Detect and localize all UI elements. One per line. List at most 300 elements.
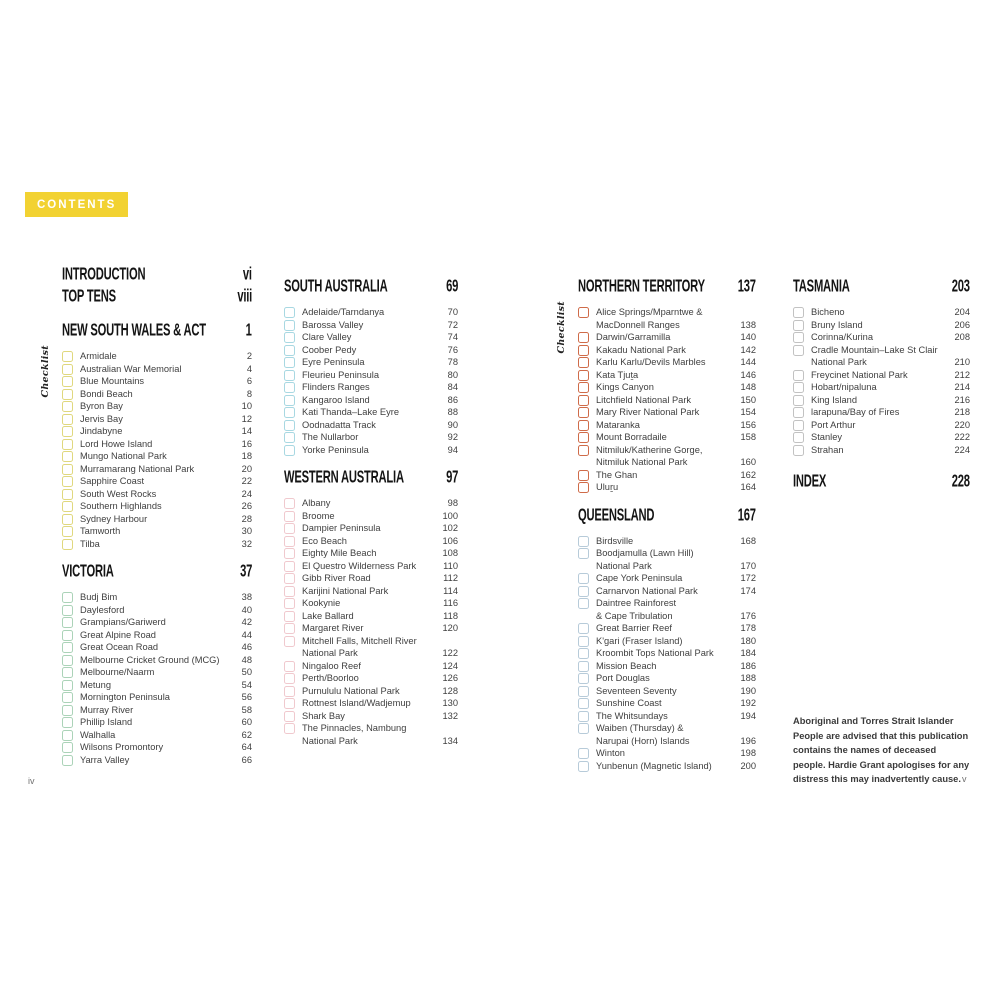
item-page-number: 174 [740,585,756,596]
contents-tab: CONTENTS [25,192,128,217]
toc-column-3 [556,265,756,772]
item-page-number: 66 [241,754,252,765]
item-checkbox[interactable] [284,345,295,356]
cultural-advice-note: Aboriginal and Torres Strait Islander People are advised that this publication contains the names of deceased people. Hardie Grant apologises for any distress this may inadvertently cause. [793,716,970,784]
toc-item-row [62,488,252,501]
item-page-number: 30 [241,526,252,536]
item-checkbox[interactable] [62,389,73,400]
entry-page-number: vi [243,265,252,284]
toc-item-row [284,319,458,332]
toc-item-row [62,704,252,717]
item-page-number: 154 [740,407,756,417]
item-page-number: 16 [241,438,252,449]
item-page-number: 112 [443,573,458,583]
item-checkbox[interactable] [284,523,295,534]
item-label: Sapphire Coast [80,476,145,486]
item-checkbox[interactable] [62,501,73,512]
item-checkbox[interactable] [284,686,295,697]
item-page-number: 98 [447,498,458,508]
item-checkbox[interactable] [793,382,804,393]
item-checkbox[interactable] [284,711,295,722]
item-checkbox[interactable] [284,561,295,572]
item-checkbox[interactable] [62,605,73,616]
item-checkbox[interactable] [793,395,804,406]
front-matter-block [793,472,970,494]
item-checkbox[interactable] [793,420,804,431]
item-label: Shark Bay [302,710,345,721]
item-checkbox[interactable] [578,536,589,547]
toc-item-row [284,331,458,344]
checklist-side-label: Checklist [40,345,51,398]
toc-item-row [62,629,252,642]
section-title: TASMANIA [793,277,850,296]
item-checkbox[interactable] [62,351,73,362]
checklist-side-label: Checklist [556,301,567,354]
item-label: Purnululu National Park [302,685,400,696]
item-checkbox[interactable] [284,536,295,547]
item-checkbox[interactable] [284,548,295,559]
toc-item-row [284,697,458,710]
item-checkbox[interactable] [793,345,804,356]
item-label: Hobart/nipaluna [811,382,877,392]
toc-item-row [578,722,756,747]
item-checkbox[interactable] [62,592,73,603]
toc-item-row [578,597,756,622]
toc-item-row [62,641,252,654]
item-checkbox[interactable] [578,661,589,672]
item-checkbox[interactable] [284,623,295,634]
toc-item-row [793,319,970,332]
item-checkbox[interactable] [62,439,73,450]
item-page-number: 106 [442,535,458,546]
section-header [62,321,252,343]
item-label: Seventeen Seventy [596,685,677,696]
toc-section [556,277,756,494]
toc-item-row [284,419,458,432]
item-label: Oodnadatta Track [302,419,376,430]
item-checkbox[interactable] [284,320,295,331]
item-page-number: 156 [740,419,756,430]
item-page-number: 204 [954,307,970,317]
toc-item-row [578,381,756,394]
item-page-number: 214 [954,382,970,392]
item-checkbox[interactable] [284,573,295,584]
item-label: Coober Pedy [302,344,357,355]
item-page-number: 28 [241,513,252,524]
toc-item-row [793,431,970,444]
item-page-number: 20 [241,463,252,474]
item-checkbox[interactable] [284,673,295,684]
item-page-number: 22 [241,476,252,486]
item-checkbox[interactable] [284,723,295,734]
item-page-number: 132 [442,710,458,721]
item-label: Nitmiluk/Katherine Gorge, Nitmiluk National Park [596,444,703,467]
item-checkbox[interactable] [62,730,73,741]
item-label: Eighty Mile Beach [302,548,377,558]
item-checkbox[interactable] [578,623,589,634]
item-checkbox[interactable] [578,748,589,759]
front-matter-entry [793,472,970,494]
item-checkbox[interactable] [578,445,589,456]
item-label: Melbourne Cricket Ground (MCG) [80,654,220,665]
entry-page-number: 228 [951,472,970,491]
toc-section [284,277,458,456]
section-title: QUEENSLAND [578,505,655,525]
item-checkbox[interactable] [578,420,589,431]
section-page-number: 69 [445,277,458,296]
item-page-number: 114 [443,585,458,596]
item-checkbox[interactable] [284,420,295,431]
item-checkbox[interactable] [284,407,295,418]
item-checkbox[interactable] [62,364,73,375]
item-page-number: 86 [447,394,458,405]
item-label: Rottnest Island/Wadjemup [302,698,411,708]
item-checkbox[interactable] [284,661,295,672]
item-page-number: 38 [241,592,252,602]
item-page-number: 88 [447,407,458,417]
item-checkbox[interactable] [62,705,73,716]
toc-item-row [793,394,970,407]
toc-item-row [62,400,252,413]
item-label: King Island [811,394,857,405]
item-checkbox[interactable] [578,648,589,659]
item-page-number: 62 [241,729,252,740]
item-label: Mitchell Falls, Mitchell River National Park [302,635,417,658]
item-checkbox[interactable] [62,514,73,525]
item-checkbox[interactable] [578,673,589,684]
item-page-number: 224 [954,444,970,455]
item-checkbox[interactable] [793,432,804,443]
item-label: Cradle Mountain–Lake St Clair National Park [811,344,938,367]
item-checkbox[interactable] [578,698,589,709]
toc-item-row [793,419,970,432]
toc-item-row [578,572,756,585]
item-checkbox[interactable] [284,698,295,709]
item-page-number: 18 [241,451,252,461]
item-label: Great Alpine Road [80,629,156,640]
item-page-number: 76 [447,344,458,355]
item-checkbox[interactable] [62,717,73,728]
item-checkbox[interactable] [62,755,73,766]
item-page-number: 194 [740,710,756,721]
entry-page-number: viii [237,287,252,306]
item-label: Tamworth [80,526,121,536]
item-checkbox[interactable] [793,320,804,331]
item-page-number: 2 [246,351,252,361]
item-label: Margaret River [302,623,364,633]
item-label: Mungo National Park [80,451,167,461]
toc-item-row [62,350,252,363]
toc-item-row [284,597,458,610]
toc-column-4 [793,265,970,796]
item-page-number: 128 [442,685,458,696]
item-checkbox[interactable] [578,332,589,343]
item-checkbox[interactable] [62,464,73,475]
item-label: Albany [302,498,331,508]
item-checkbox[interactable] [578,382,589,393]
item-page-number: 142 [740,344,756,355]
item-checkbox[interactable] [578,761,589,772]
item-checkbox[interactable] [284,611,295,622]
toc-item-row [62,388,252,401]
item-label: Walhalla [80,729,116,740]
item-page-number: 24 [241,488,252,499]
item-checkbox[interactable] [793,445,804,456]
item-label: South West Rocks [80,488,157,499]
item-label: Eco Beach [302,535,347,546]
item-label: Yorke Peninsula [302,444,369,455]
item-checkbox[interactable] [284,636,295,647]
toc-item-row [578,710,756,723]
item-checkbox[interactable] [62,692,73,703]
item-label: Clare Valley [302,332,352,342]
item-label: Bruny Island [811,319,863,330]
toc-item-row [62,513,252,526]
item-checkbox[interactable] [284,395,295,406]
toc-item-row [578,444,756,469]
item-checkbox[interactable] [62,630,73,641]
item-label: Kakadu National Park [596,344,686,355]
toc-item-row [62,450,252,463]
item-checkbox[interactable] [578,573,589,584]
item-page-number: 26 [241,501,252,511]
item-page-number: 140 [740,332,756,342]
item-checkbox[interactable] [62,680,73,691]
item-checkbox[interactable] [62,376,73,387]
item-page-number: 74 [447,332,458,342]
toc-item-row [578,481,756,494]
item-checkbox[interactable] [578,470,589,481]
toc-section [578,505,756,773]
toc-column-1 [40,265,252,766]
item-page-number: 118 [443,610,458,621]
item-label: Karlu Karlu/Devils Marbles [596,357,706,367]
item-label: Mataranka [596,419,640,430]
toc-item-row [62,538,252,551]
front-matter-entry [62,265,252,287]
item-label: Bicheno [811,307,845,317]
item-label: Birdsville [596,535,634,546]
item-page-number: 120 [442,623,458,633]
toc-item-row [62,475,252,488]
item-label: Strahan [811,444,844,455]
item-page-number: 64 [241,742,252,752]
item-checkbox[interactable] [793,370,804,381]
item-checkbox[interactable] [62,414,73,425]
item-checkbox[interactable] [284,357,295,368]
item-checkbox[interactable] [62,526,73,537]
entry-title: INDEX [793,472,827,491]
item-checkbox[interactable] [793,307,804,318]
item-checkbox[interactable] [62,451,73,462]
toc-item-row [578,394,756,407]
item-checkbox[interactable] [62,642,73,653]
item-label: The Nullarbor [302,432,359,442]
toc-item-row [578,685,756,698]
item-label: Murray River [80,704,134,715]
item-page-number: 122 [442,648,458,658]
item-checkbox[interactable] [578,711,589,722]
toc-item-row [62,654,252,667]
item-label: Great Ocean Road [80,642,159,652]
toc-item-row [284,356,458,369]
item-checkbox[interactable] [578,636,589,647]
item-label: Melbourne/Naarm [80,667,155,677]
item-checkbox[interactable] [62,539,73,550]
item-page-number: 42 [241,617,252,627]
toc-item-row [62,463,252,476]
item-checkbox[interactable] [578,357,589,368]
item-page-number: 32 [241,538,252,549]
item-page-number: 4 [246,363,252,374]
item-label: Lord Howe Island [80,438,153,449]
toc-section [284,468,458,747]
item-label: Broome [302,510,335,521]
toc-item-row [578,672,756,685]
item-label: Byron Bay [80,401,123,411]
toc-item-row [284,369,458,382]
section-title: VICTORIA [62,562,114,581]
item-label: Boodjamulla (Lawn Hill) National Park [596,548,694,571]
toc-item-row [284,685,458,698]
item-page-number: 188 [740,673,756,683]
item-page-number: 186 [740,660,756,671]
item-checkbox[interactable] [284,498,295,509]
toc-section [62,562,252,766]
item-checkbox[interactable] [793,407,804,418]
item-page-number: 216 [954,394,970,405]
item-checkbox[interactable] [284,432,295,443]
item-page-number: 14 [241,426,252,436]
toc-item-row [284,610,458,623]
entry-title: TOP TENS [62,287,116,306]
item-label: Eyre Peninsula [302,357,365,367]
item-checkbox[interactable] [578,432,589,443]
item-label: Port Arthur [811,419,856,430]
item-page-number: 92 [447,432,458,442]
item-page-number: 54 [241,679,252,690]
item-label: Blue Mountains [80,376,145,386]
item-page-number: 12 [241,413,252,424]
toc-item-row [578,431,756,444]
toc-item-row [793,306,970,319]
item-page-number: 162 [740,469,756,480]
item-checkbox[interactable] [578,482,589,493]
toc-item-row [578,344,756,357]
item-label: Jervis Bay [80,413,123,424]
item-checkbox[interactable] [578,586,589,597]
item-checkbox[interactable] [284,586,295,597]
toc-item-row [284,344,458,357]
item-page-number: 72 [447,319,458,330]
item-checkbox[interactable] [62,489,73,500]
toc-item-row [62,604,252,617]
toc-item-row [284,572,458,585]
item-page-number: 110 [443,560,458,571]
item-page-number: 100 [442,510,458,521]
toc-item-row [578,306,756,331]
item-checkbox[interactable] [284,332,295,343]
item-label: Yunbenun (Magnetic Island) [596,760,712,771]
item-checkbox[interactable] [62,426,73,437]
toc-item-row [578,356,756,369]
toc-item-row [578,635,756,648]
item-label: Waiben (Thursday) & Narupai (Horn) Islands [596,723,690,746]
toc-item-row [578,419,756,432]
section-title: NORTHERN TERRITORY [578,277,705,296]
item-page-number: 8 [246,388,252,399]
item-checkbox[interactable] [578,307,589,318]
item-label: Southern Highlands [80,501,162,511]
item-checkbox[interactable] [578,686,589,697]
item-label: Freycinet National Park [811,369,908,380]
item-page-number: 126 [442,673,458,683]
item-checkbox[interactable] [284,511,295,522]
item-checkbox[interactable] [578,723,589,734]
folio-right: v [962,774,967,784]
item-checkbox[interactable] [62,617,73,628]
item-checkbox[interactable] [578,407,589,418]
item-label: Sunshine Coast [596,698,662,708]
item-page-number: 40 [241,604,252,615]
item-label: Litchfield National Park [596,394,692,405]
toc-item-row [578,622,756,635]
toc-item-row [578,469,756,482]
item-checkbox[interactable] [62,401,73,412]
item-checkbox[interactable] [578,345,589,356]
item-label: Kings Canyon [596,382,654,392]
item-checkbox[interactable] [284,370,295,381]
toc-item-row [284,547,458,560]
toc-item-row [284,306,458,319]
item-label: Lake Ballard [302,610,354,621]
toc-item-row [62,716,252,729]
item-page-number: 46 [241,642,252,652]
item-page-number: 70 [447,307,458,317]
item-page-number: 178 [740,623,756,633]
item-checkbox[interactable] [284,445,295,456]
item-checkbox[interactable] [62,667,73,678]
item-label: Fleurieu Peninsula [302,369,380,380]
item-page-number: 80 [447,369,458,380]
item-checkbox[interactable] [284,598,295,609]
toc-item-row [793,344,970,369]
item-checkbox[interactable] [793,332,804,343]
item-checkbox[interactable] [578,548,589,559]
item-label: Australian War Memorial [80,363,182,374]
item-checkbox[interactable] [284,382,295,393]
toc-item-row [284,497,458,510]
item-label: Karijini National Park [302,585,389,596]
toc-item-row [284,444,458,457]
item-checkbox[interactable] [284,307,295,318]
section-page-number: 203 [951,277,970,296]
item-checkbox[interactable] [62,476,73,487]
toc-item-row [284,622,458,635]
toc-item-row [793,369,970,382]
item-page-number: 84 [447,382,458,392]
item-checkbox[interactable] [578,598,589,609]
section-header [578,277,756,299]
toc-item-row [284,635,458,660]
item-page-number: 150 [740,394,756,405]
item-checkbox[interactable] [62,742,73,753]
toc-item-row [284,710,458,723]
item-page-number: 172 [740,573,756,583]
item-checkbox[interactable] [578,370,589,381]
item-checkbox[interactable] [578,395,589,406]
item-checkbox[interactable] [62,655,73,666]
